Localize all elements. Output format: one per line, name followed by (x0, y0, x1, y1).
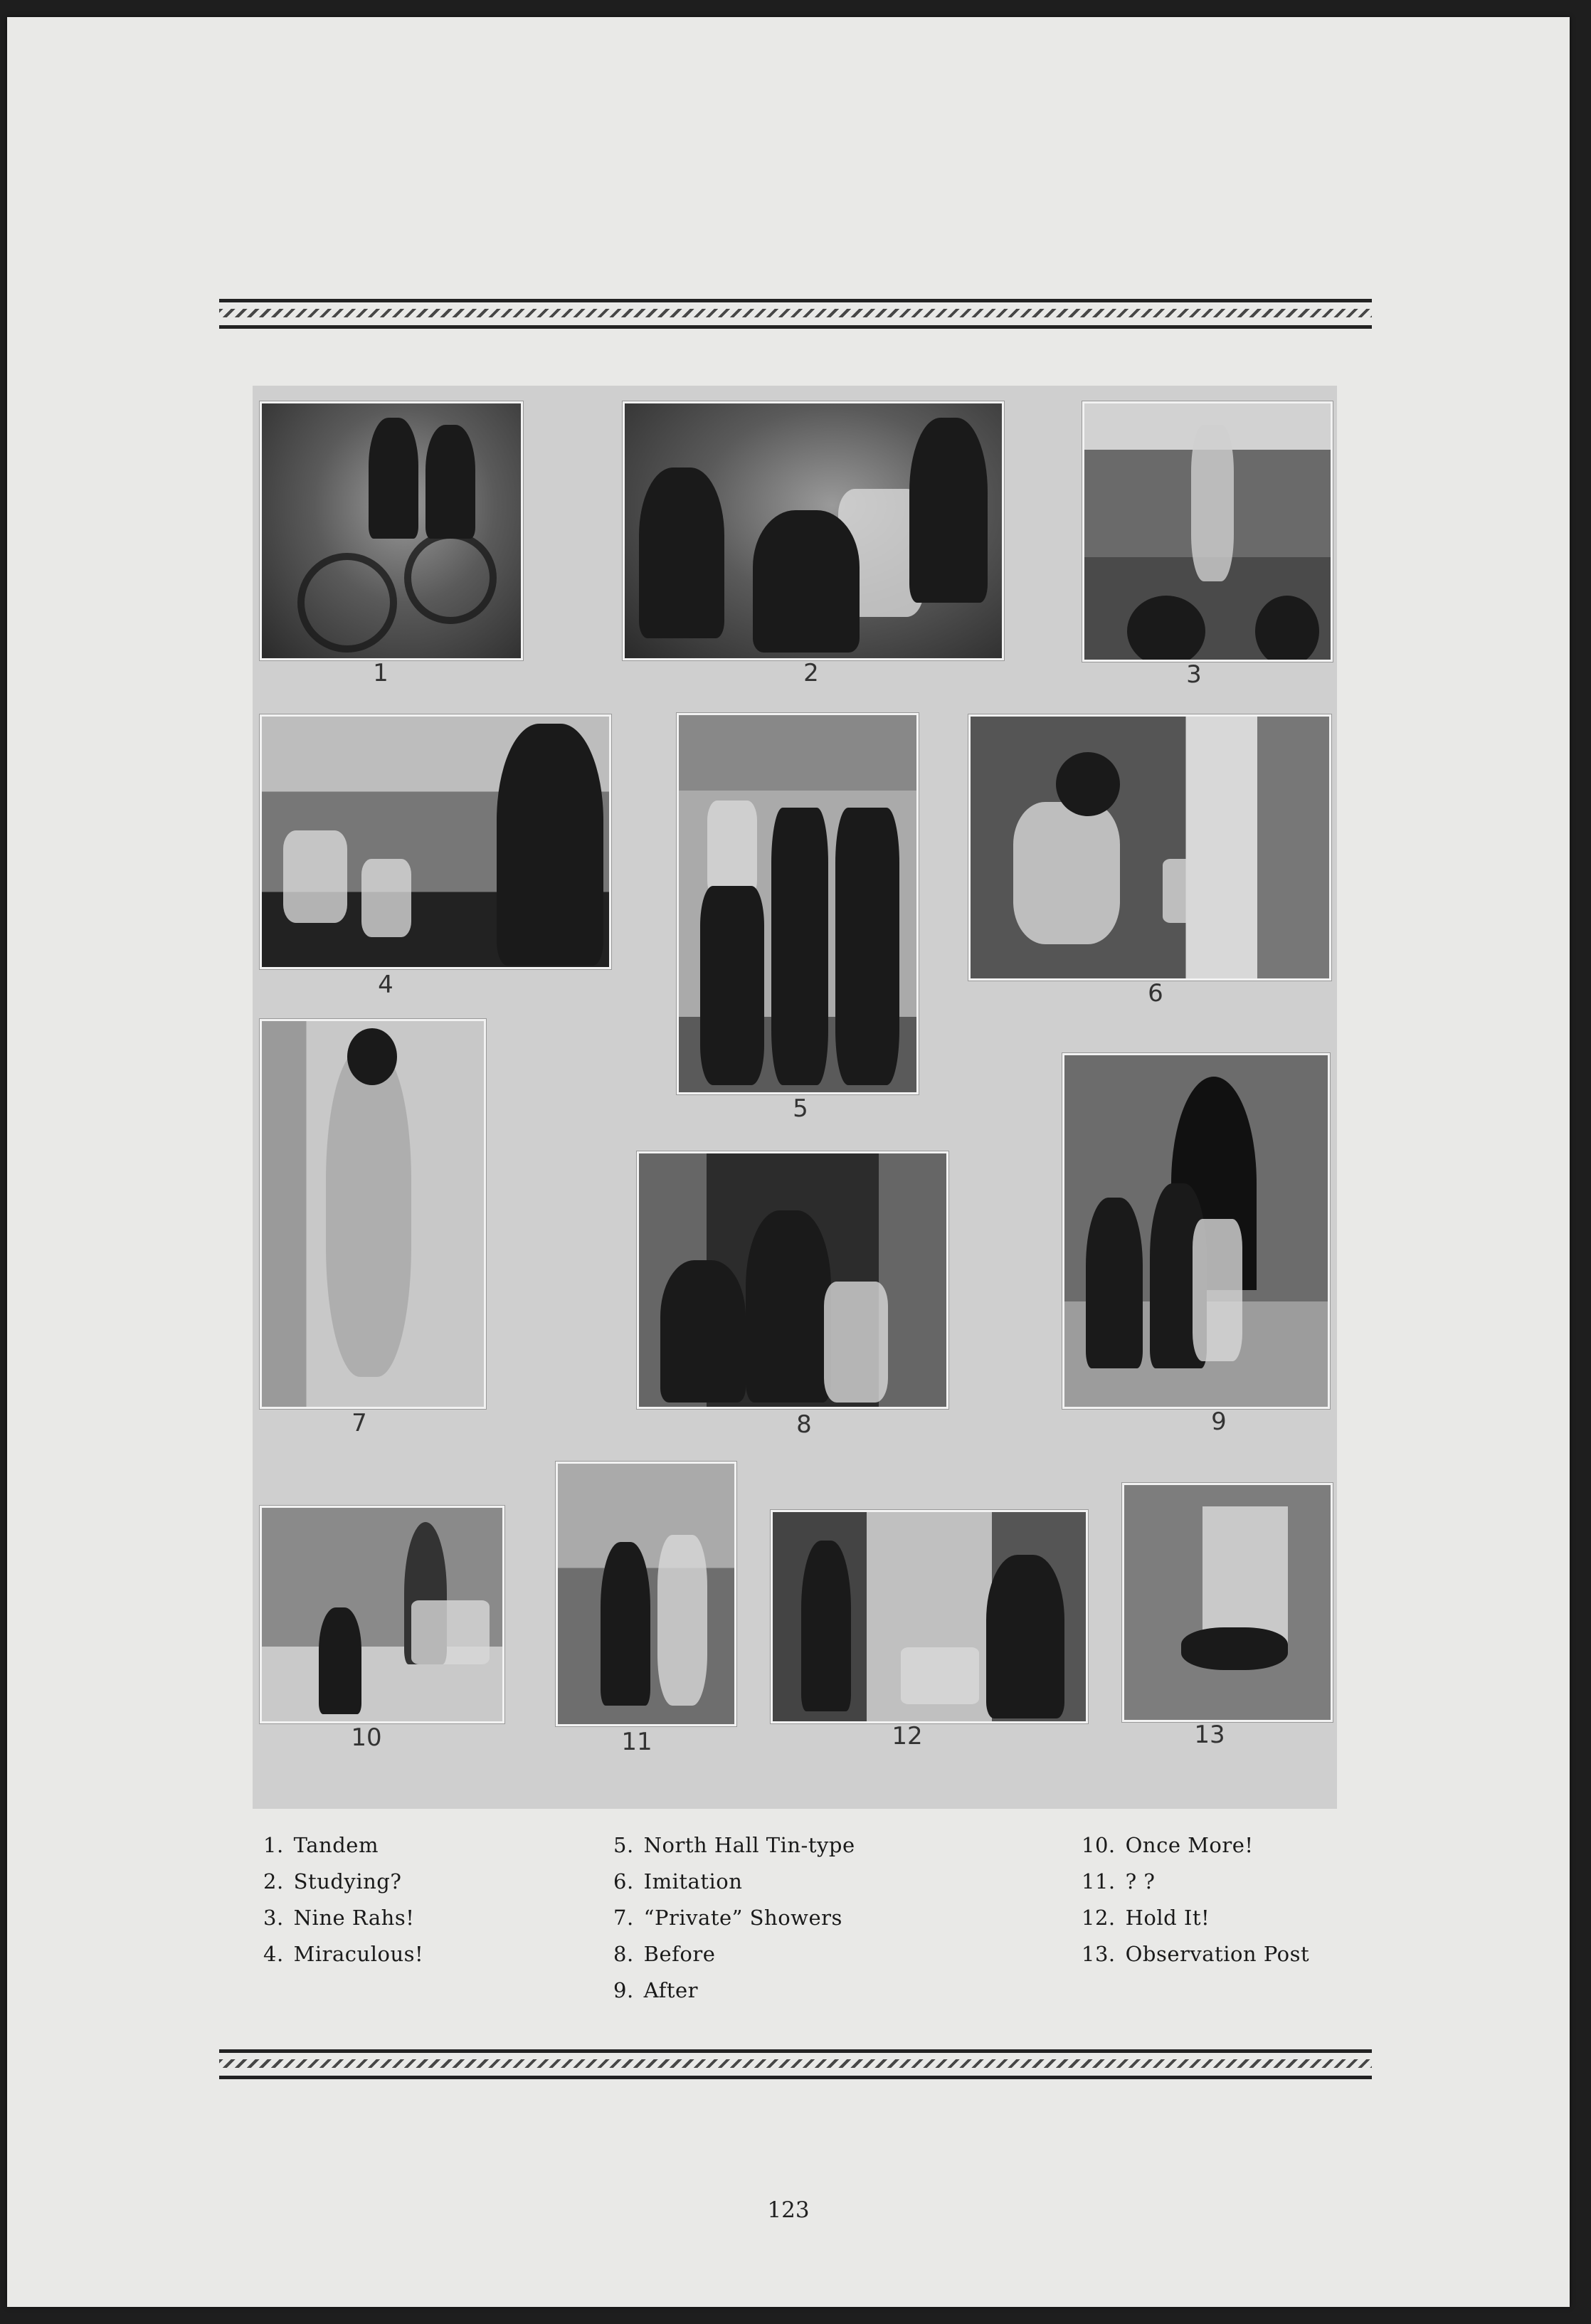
photo-number-8: 8 (796, 1410, 812, 1439)
photo-1-tandem (260, 401, 523, 660)
caption-11: 11. ? ? (1082, 1869, 1156, 1893)
caption-10: 10. Once More! (1082, 1833, 1254, 1857)
photo-number-4: 4 (378, 971, 393, 999)
caption-2: 2. Studying? (263, 1869, 402, 1893)
caption-5: 5. North Hall Tin-type (613, 1833, 855, 1857)
photo-board (253, 386, 1337, 1809)
bottom-decorative-rule (219, 2049, 1372, 2079)
photo-number-9: 9 (1211, 1407, 1227, 1436)
photo-number-7: 7 (352, 1409, 367, 1437)
caption-9: 9. After (613, 1978, 699, 2002)
yearbook-page (7, 17, 1570, 2307)
photo-13-observation-post (1122, 1483, 1333, 1722)
photo-5-north-hall-tin-type (677, 713, 919, 1094)
photo-number-11: 11 (621, 1728, 652, 1756)
photo-6-imitation (968, 714, 1331, 981)
photo-11-question-marks (556, 1462, 736, 1726)
caption-column-2 (613, 1827, 855, 2009)
photo-number-10: 10 (351, 1723, 382, 1752)
caption-1: 1. Tandem (263, 1833, 379, 1857)
photo-12-hold-it (771, 1510, 1088, 1723)
photo-2-studying (623, 401, 1004, 660)
top-decorative-rule (219, 299, 1372, 329)
photo-number-6: 6 (1148, 979, 1163, 1008)
photo-9-after (1062, 1053, 1330, 1409)
photo-number-3: 3 (1186, 660, 1202, 689)
photo-10-once-more (260, 1506, 504, 1723)
photo-number-13: 13 (1194, 1721, 1225, 1749)
photo-number-2: 2 (803, 659, 819, 687)
caption-13: 13. Observation Post (1082, 1942, 1310, 1966)
photo-number-5: 5 (793, 1094, 808, 1123)
caption-6: 6. Imitation (613, 1869, 743, 1893)
caption-8: 8. Before (613, 1942, 716, 1966)
caption-12: 12. Hold It! (1082, 1906, 1210, 1930)
page-number: 123 (767, 2197, 810, 2223)
caption-column-3 (1082, 1827, 1309, 1972)
caption-4: 4. Miraculous! (263, 1942, 424, 1966)
caption-column-1 (263, 1827, 423, 1972)
photo-7-private-showers (260, 1019, 486, 1409)
photo-3-nine-rahs (1082, 401, 1333, 662)
photo-8-before (637, 1151, 948, 1409)
photo-number-1: 1 (373, 659, 388, 687)
caption-3: 3. Nine Rahs! (263, 1906, 415, 1930)
photo-4-miraculous (260, 714, 611, 969)
photo-number-12: 12 (892, 1722, 923, 1750)
caption-7: 7. “Private” Showers (613, 1906, 842, 1930)
